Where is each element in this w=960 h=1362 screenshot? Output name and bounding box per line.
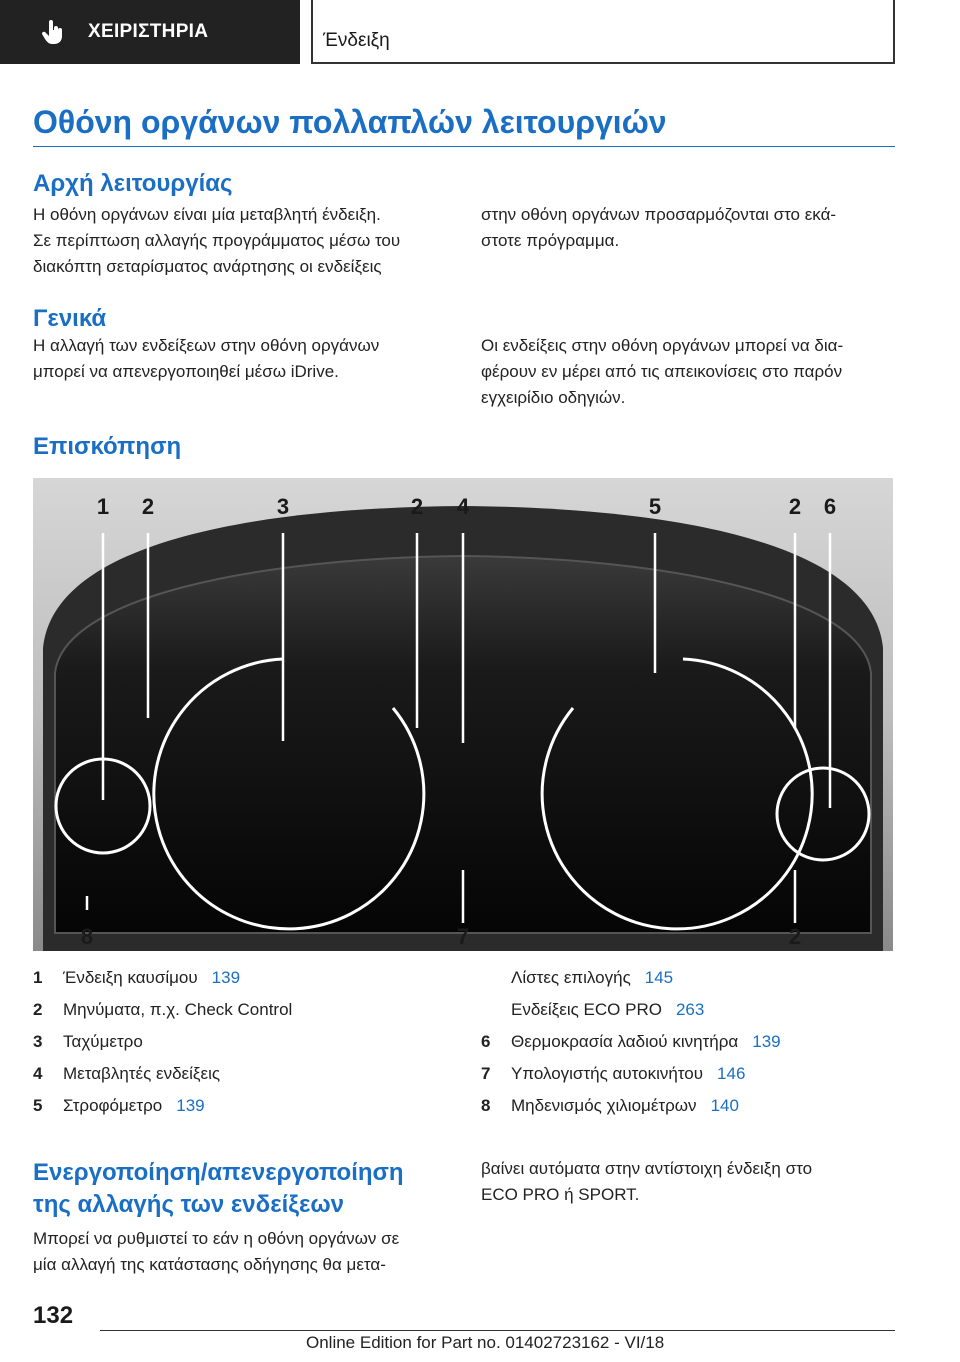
legend-item [481,1096,901,1128]
edition-text: Online Edition for Part no. 01402723162 - VI/18 [306,1333,665,1352]
legend-text: Υπολογιστής αυτοκινήτου [511,1064,704,1083]
text-line: στοτε πρόγραμμα. [481,231,620,250]
legend-text: Ένδειξη καυσίμου [63,968,198,987]
principle-text-right [481,202,901,254]
text-line: εγχειρίδιο οδηγιών. [481,388,626,407]
legend-item [481,1032,901,1064]
legend-number: 2 [33,1000,43,1019]
legend-item [481,1000,901,1032]
legend-item [33,1000,473,1032]
callout-6: 6 [823,494,837,519]
legend-number: 7 [481,1064,491,1083]
callout-2d: 2 [788,924,802,949]
page-number: 132 [33,1302,74,1329]
legend-text: Μηδενισμός χιλιομέτρων [511,1096,697,1115]
legend-number: 1 [33,968,43,987]
callout-5: 5 [648,494,662,519]
callout-2a: 2 [141,494,155,519]
legend-right [481,968,901,1128]
hand-pointer-icon [40,19,66,45]
page-ref-link[interactable]: 146 [717,1064,746,1083]
heading-overview: Επισκόπηση [33,433,182,460]
heading-activation [33,1157,404,1221]
legend-item [481,1064,901,1096]
page-ref-link[interactable]: 140 [710,1096,739,1115]
callout-3: 3 [276,494,290,519]
page-ref-link[interactable]: 263 [675,1000,705,1019]
text-line: βαίνει αυτόματα στην αντίστοιχη ένδειξη στο [481,1159,813,1178]
title-divider [33,146,895,147]
text-line: ECO PRO ή SPORT. [481,1185,640,1204]
callout-1: 1 [96,494,110,519]
legend-item [33,1032,473,1064]
chapter-tab [0,0,300,64]
legend-text: Ταχύμετρο [63,1032,143,1051]
text-line: Η οθόνη οργάνων είναι μία μεταβλητή ένδειξη. [33,205,381,224]
general-text-right [481,333,901,411]
callout-2c: 2 [788,494,802,519]
activation-text-left [33,1226,463,1278]
legend-item [33,968,473,1000]
legend-text: Λίστες επιλογής [511,968,631,987]
text-line: φέρουν εν μέρει από τις απεικονίσεις στο παρόν [481,362,843,381]
legend-text: Ενδείξεις ECO PRO [511,1000,662,1019]
legend-text: Στροφόμετρο [63,1096,163,1115]
heading-line: Ενεργοποίηση/απενεργοποίηση [33,1159,404,1186]
callout-2b: 2 [410,494,424,519]
page-ref-link[interactable]: 139 [176,1096,205,1115]
legend-number: 6 [481,1032,491,1051]
text-line: Σε περίπτωση αλλαγής προγράμματος μέσω του [33,231,401,250]
subsection-label: Ένδειξη [323,30,390,51]
legend-text: Θερμοκρασία λαδιού κινητήρα [511,1032,739,1051]
heading-line: της αλλαγής των ενδείξεων [33,1191,344,1218]
activation-text-right [481,1156,901,1208]
callout-7: 7 [456,924,470,949]
chapter-label: ΧΕΙΡΙΣΤΗΡΙΑ [88,21,209,42]
legend-left [33,968,473,1128]
legend-item [481,968,901,1000]
page-title: Οθόνη οργάνων πολλαπλών λειτουργιών [33,104,667,140]
callout-4: 4 [456,494,470,519]
text-line: Οι ενδείξεις στην οθόνη οργάνων μπορεί να δια- [481,336,844,355]
text-line: Μπορεί να ρυθμιστεί το εάν η οθόνη οργάνων σε [33,1229,400,1248]
legend-number: 4 [33,1064,43,1083]
heading-principle: Αρχή λειτουργίας [33,170,233,197]
instrument-cluster-figure [33,478,893,951]
page-ref-link[interactable]: 139 [211,968,241,987]
text-line: μπορεί να απενεργοποιηθεί μέσω iDrive. [33,362,339,381]
callout-8: 8 [80,924,94,949]
legend-item [33,1064,473,1096]
legend-number: 5 [33,1096,43,1115]
general-text-left [33,333,463,385]
legend-text: Μηνύματα, π.χ. Check Control [63,1000,293,1019]
page-ref-link[interactable]: 145 [644,968,674,987]
text-line: Η αλλαγή των ενδείξεων στην οθόνη οργάνων [33,336,380,355]
principle-text-left [33,202,463,280]
text-line: μία αλλαγή της κατάστασης οδήγησης θα μετα- [33,1255,386,1274]
subsection-tab [311,0,895,64]
legend-number: 8 [481,1096,491,1115]
text-line: στην οθόνη οργάνων προσαρμόζονται στο εκά- [481,205,837,224]
footer-divider [100,1330,895,1331]
text-line: διακόπτη σεταρίσματος ανάρτησης οι ενδείξεις [33,257,382,276]
legend-item [33,1096,473,1128]
heading-general: Γενικά [33,305,107,332]
legend-text: Μεταβλητές ενδείξεις [63,1064,221,1083]
page-ref-link[interactable]: 139 [752,1032,781,1051]
legend-number: 3 [33,1032,43,1051]
